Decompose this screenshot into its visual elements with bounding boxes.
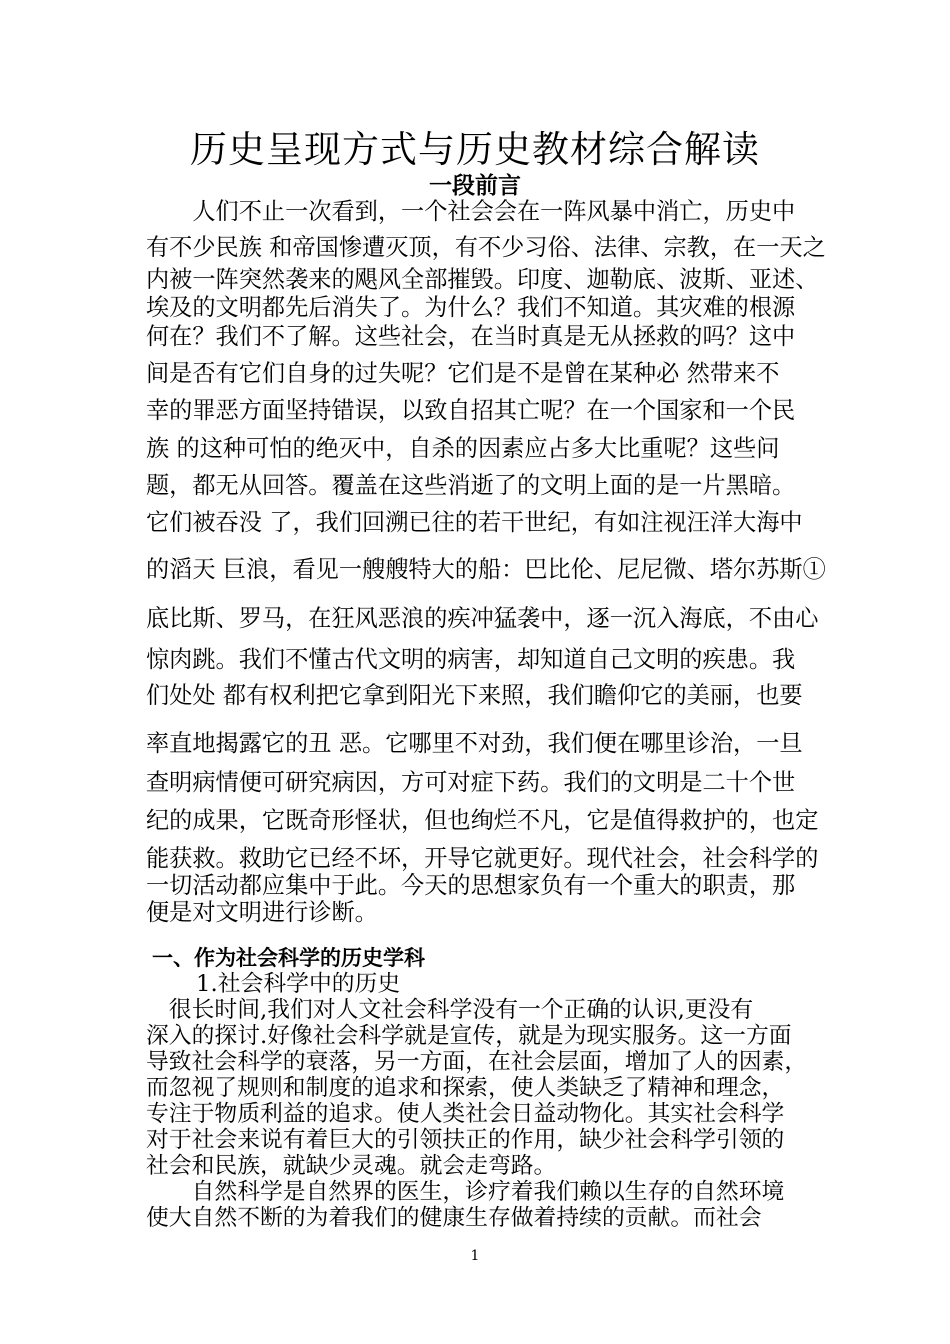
page-number: 1 xyxy=(470,1248,480,1264)
preface-line: 惊肉跳。我们不懂古代文明的病害，却知道自己文明的疾患。我 xyxy=(146,646,796,673)
preface-line: 底比斯、罗马，在狂风恶浪的疾冲猛袭中，逐一沉入海底，不由心 xyxy=(146,605,819,632)
preface-line: 题，都无从回答。覆盖在这些消逝了的文明上面的是一片黑暗。 xyxy=(146,472,796,499)
preface-line: 间是否有它们自身的过失呢？它们是不是曾在某种必 然带来不 xyxy=(146,360,780,387)
body-line: 导致社会科学的衰落，另一方面，在社会层面，增加了人的因素， xyxy=(146,1049,808,1075)
body-line: 对于社会来说有着巨大的引领扶正的作用，缺少社会科学引领的 xyxy=(146,1127,785,1153)
preface-line: 人们不止一次看到，一个社会会在一阵风暴中消亡，历史中 xyxy=(146,198,796,225)
preface-line: 埃及的文明都先后消失了。为什么？我们不知道。其灾难的根源 xyxy=(146,294,796,321)
preface-line: 率直地揭露它的丑 恶。它哪里不对劲，我们便在哪里诊治，一旦 xyxy=(146,730,803,757)
document-subtitle: 一段前言 xyxy=(429,173,521,199)
preface-line: 能获救。救助它已经不坏，开导它就更好。现代社会，社会科学的 xyxy=(146,845,819,872)
preface-line: 便是对文明进行诊断。 xyxy=(146,899,378,926)
body-line: 很长时间,我们对人文社会科学没有一个正确的认识,更没有 xyxy=(146,997,754,1023)
body-line: 深入的探讨.好像社会科学就是宣传，就是为现实服务。这一方面 xyxy=(146,1023,792,1049)
preface-line: 内被一阵突然袭来的飓风全部摧毁。印度、迦勒底、波斯、亚述、 xyxy=(146,266,819,293)
preface-line: 它们被吞没 了，我们回溯已往的若干世纪，有如注视汪洋大海中 xyxy=(146,509,803,536)
body-line: 自然科学是自然界的医生，诊疗着我们赖以生存的自然环境 xyxy=(146,1179,785,1205)
preface-line: 们处处 都有权利把它拿到阳光下来照，我们瞻仰它的美丽，也要 xyxy=(146,682,803,709)
document-title: 历史呈现方式与历史教材综合解读 xyxy=(190,128,760,171)
body-line: 专注于物质利益的追求。使人类社会日益动物化。其实社会科学 xyxy=(146,1101,785,1127)
preface-line: 查明病情便可研究病因，方可对症下药。我们的文明是二十个世 xyxy=(146,769,796,796)
body-line: 使大自然不断的为着我们的健康生存做着持续的贡献。而社会 xyxy=(146,1205,762,1231)
section-heading: 一、作为社会科学的历史学科 xyxy=(152,946,425,970)
preface-line: 幸的罪恶方面坚持错误，以致自招其亡呢？在一个国家和一个民 xyxy=(146,397,796,424)
body-line: 社会和民族，就缺少灵魂。就会走弯路。 xyxy=(146,1153,557,1179)
preface-line: 有不少民族 和帝国惨遭灭顶，有不少习俗、法律、宗教，在一天之 xyxy=(146,234,826,261)
preface-line: 族 的这种可怕的绝灭中，自杀的因素应占多大比重呢？这些问 xyxy=(146,435,780,462)
preface-line: 的滔天 巨浪，看见一艘艘特大的船：巴比伦、尼尼微、塔尔苏斯① xyxy=(146,556,826,583)
subsection-heading: 1.社会科学中的历史 xyxy=(196,971,401,997)
body-line: 而忽视了规则和制度的追求和探索，使人类缺乏了精神和理念， xyxy=(146,1075,785,1101)
preface-line: 一切活动都应集中于此。今天的思想家负有一个重大的职责，那 xyxy=(146,872,796,899)
preface-line: 纪的成果，它既奇形怪状，但也绚烂不凡，它是值得救护的，也定 xyxy=(146,807,819,834)
preface-line: 何在？我们不了解。这些社会，在当时真是无从拯救的吗？这中 xyxy=(146,323,796,350)
